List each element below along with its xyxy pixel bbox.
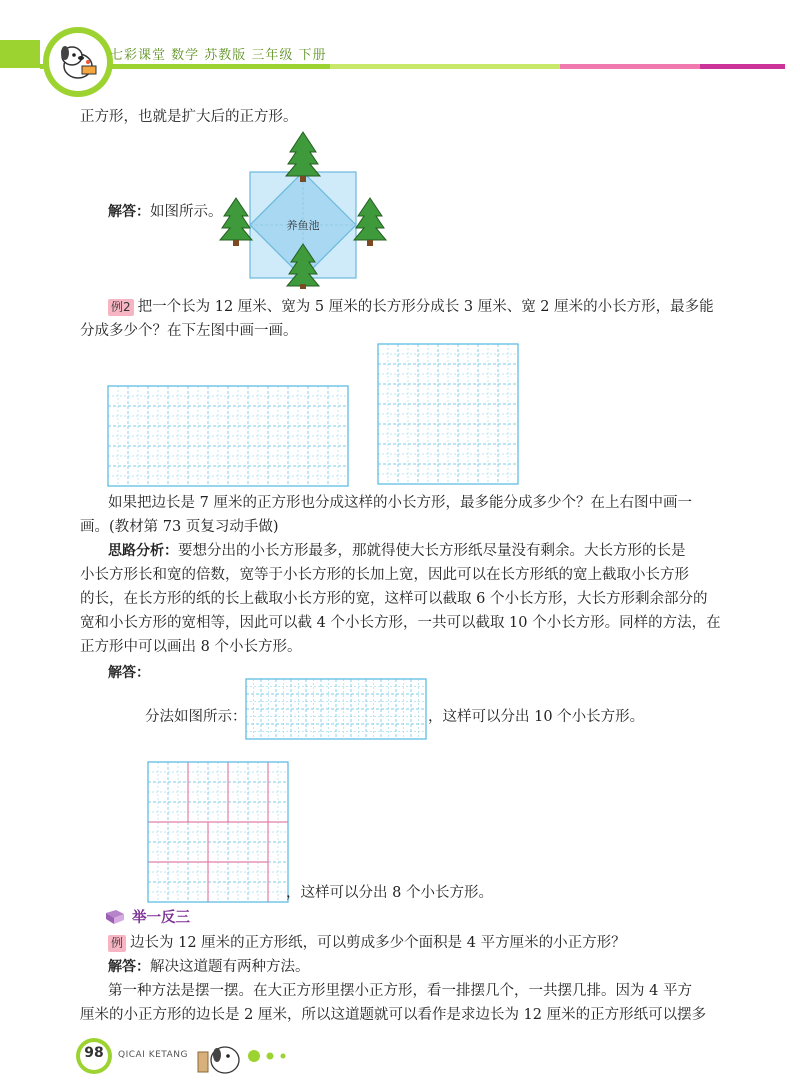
analysis-line2: 小长方形长和宽的倍数，宽等于小长方形的长加上宽，因此可以在长方形纸的宽上截取小长方形 bbox=[80, 567, 689, 583]
answer2-suffix2: ，这样可以分出 8 个小长方形。 bbox=[286, 885, 493, 901]
page-footer bbox=[70, 1036, 410, 1080]
solution-grid-7x7 bbox=[147, 761, 289, 903]
analysis-line4: 宽和小长方形的宽相等，因此可以截 4 个小长方形，一共可以截取 10 个小长方形。同样的方法，在 bbox=[80, 615, 721, 631]
example2-line1 bbox=[108, 294, 714, 320]
intro-line: 正方形，也就是扩大后的正方形。 bbox=[80, 109, 298, 125]
analysis-line5: 正方形中可以画出 8 个小长方形。 bbox=[80, 639, 302, 655]
practice-answer-label: 解答： bbox=[108, 959, 150, 975]
footer-mascot-icon bbox=[198, 1047, 239, 1073]
practice-title: 举一反三 bbox=[132, 910, 190, 926]
answer1-label: 解答： bbox=[108, 204, 150, 220]
practice-method-2: 厘米的小正方形的边长是 2 厘米，所以这道题就可以看作是求边长为 12 厘米的正方形纸可以摆多 bbox=[80, 1007, 707, 1023]
grid-7x7-svg bbox=[377, 343, 519, 485]
practice-badge: 例 bbox=[108, 935, 126, 952]
page-number: 98 bbox=[84, 1045, 104, 1061]
practice-question-text: 边长为 12 厘米的正方形纸，可以剪成多少个面积是 4 平方厘米的小正方形？ bbox=[130, 935, 626, 951]
footer-brand: QICAI KETANG bbox=[118, 1050, 188, 1060]
solution-grid-7x7-svg bbox=[147, 761, 289, 903]
practice-header bbox=[104, 906, 190, 927]
solution-grid-12x5 bbox=[245, 678, 427, 740]
analysis-label: 思路分析： bbox=[108, 543, 178, 559]
example2-followup-2: 画。(教材第 73 页复习动手做) bbox=[80, 519, 279, 535]
book-icon bbox=[104, 909, 126, 925]
analysis-line1 bbox=[108, 538, 686, 564]
solution-grid-12x5-svg bbox=[245, 678, 427, 740]
example2-line2: 分成多少个？在下左图中画一画。 bbox=[80, 323, 298, 339]
practice-method-1: 第一种方法是摆一摆。在大正方形里摆小正方形，看一排摆几个，一共摆几排。因为 4 平方 bbox=[108, 983, 692, 999]
answer2-prefix: 分法如图所示： bbox=[145, 709, 247, 725]
tree-icon-right bbox=[354, 198, 386, 246]
analysis-text-1: 要想分出的小长方形最多，那就得使大长方形纸尽量没有剩余。大长方形的长是 bbox=[178, 543, 686, 559]
page-header bbox=[0, 0, 800, 100]
mascot-icon bbox=[52, 36, 104, 88]
example2-followup-1: 如果把边长是 7 厘米的正方形也分成这样的小长方形，最多能分成多少个？在上右图中画一 bbox=[108, 495, 692, 511]
practice-answer-text: 解决这道题有两种方法。 bbox=[150, 959, 310, 975]
answer2-suffix1: ，这样可以分出 10 个小长方形。 bbox=[428, 709, 645, 725]
tree-icon-left bbox=[220, 198, 252, 246]
grid-12x5-svg bbox=[107, 385, 349, 487]
pond-diagram bbox=[218, 130, 388, 290]
practice-answer bbox=[108, 954, 310, 980]
grid-12x5[interactable] bbox=[107, 385, 349, 487]
grid-7x7[interactable] bbox=[377, 343, 519, 485]
example2-badge: 例2 bbox=[108, 299, 134, 316]
header-title: 七彩课堂 数学 苏教版 三年级 下册 bbox=[110, 48, 327, 63]
answer1-text: 如图所示。 bbox=[150, 204, 223, 220]
example2-text-1: 把一个长为 12 厘米、宽为 5 厘米的长方形分成长 3 厘米、宽 2 厘米的小长方形，最多能 bbox=[137, 299, 714, 315]
pond-label: 养鱼池 bbox=[286, 219, 320, 232]
analysis-line3: 的长，在长方形的纸的长上截取小长方形的宽，这样可以截取 6 个小长方形，大长方形剩余部分的 bbox=[80, 591, 708, 607]
tree-icon-top bbox=[286, 132, 320, 182]
practice-question bbox=[108, 930, 626, 956]
answer2-label: 解答： bbox=[108, 665, 150, 681]
answer1 bbox=[108, 200, 223, 221]
